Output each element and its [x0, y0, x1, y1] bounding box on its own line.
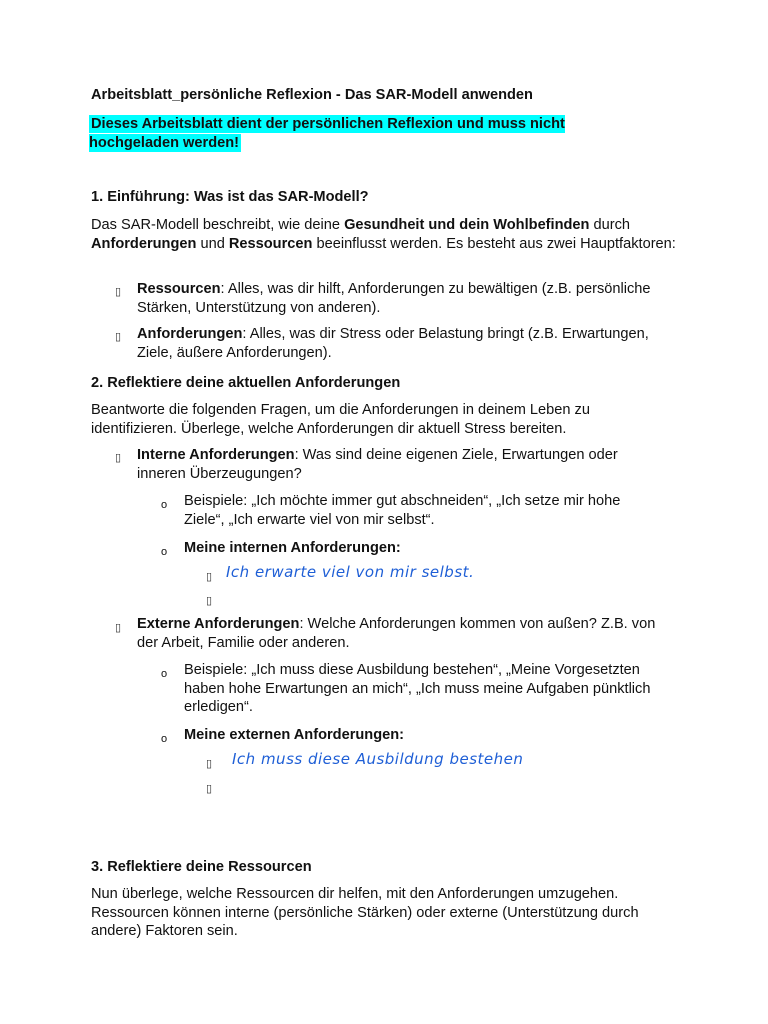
- sub-bullet-glyph: o: [161, 733, 168, 745]
- notice-highlight: [89, 115, 599, 152]
- bullet-externe-anforderungen: Externe Anforderungen: Welche Anforderungen kommen von außen? Z.B. von der Arbeit, Familie oder anderen.: [137, 616, 656, 651]
- bullet-glyph: ▯: [115, 622, 122, 634]
- section3-intro: Nun überlege, welche Ressourcen dir helfen, mit den Anforderungen umzugehen. Ressourcen können interne (persönliche Stärken) oder externe (Unterstützung durch andere) Faktoren sein.: [91, 886, 639, 939]
- section2-intro: Beantworte die folgenden Fragen, um die Anforderungen in deinem Leben zu identifizieren. Überlege, welche Anforderungen dir aktuell Stress bereiten.: [91, 402, 590, 437]
- external-mine-label: Meine externen Anforderungen:: [184, 727, 405, 743]
- bullet-interne-anforderungen: Interne Anforderungen: Was sind deine eigenen Ziele, Erwartungen oder inneren Überzeugungen?: [137, 447, 618, 482]
- internal-mine-label: Meine internen Anforderungen:: [184, 540, 401, 556]
- bullet-glyph: ▯: [115, 452, 122, 464]
- sub-bullet-glyph: o: [161, 546, 168, 558]
- external-examples: Beispiele: „Ich muss diese Ausbildung bestehen“, „Meine Vorgesetzten haben hohe Erwartungen an mich“, „Ich muss meine Aufgaben pünktlich erledigen“.: [184, 662, 651, 715]
- bullet-glyph: ▯: [115, 331, 122, 343]
- sub-bullet-glyph: o: [161, 668, 168, 680]
- page-title: Arbeitsblatt_persönliche Reflexion - Das SAR-Modell anwenden: [91, 87, 533, 103]
- bullet-glyph: ▯: [115, 286, 122, 298]
- internal-examples: Beispiele: „Ich möchte immer gut abschneiden“, „Ich setze mir hohe Ziele“, „Ich erwarte viel von mir selbst“.: [184, 493, 621, 528]
- section1-intro: Das SAR-Modell beschreibt, wie deine Gesundheit und dein Wohlbefinden durch Anforderungen und Ressourcen beeinflusst werden. Es besteht aus zwei Hauptfaktoren:: [91, 217, 676, 252]
- answer-bullet-glyph: ▯: [206, 783, 213, 795]
- external-answer-handwriting[interactable]: Ich muss diese Ausbildung bestehen: [232, 750, 524, 768]
- internal-answer-handwriting[interactable]: Ich erwarte viel von mir selbst.: [226, 563, 475, 581]
- answer-bullet-glyph: ▯: [206, 595, 213, 607]
- section2-heading: 2. Reflektiere deine aktuellen Anforderungen: [91, 375, 401, 391]
- section3-heading: 3. Reflektiere deine Ressourcen: [91, 859, 312, 875]
- answer-bullet-glyph: ▯: [206, 758, 213, 770]
- answer-bullet-glyph: ▯: [206, 571, 213, 583]
- notice-text: Dieses Arbeitsblatt dient der persönlichen Reflexion und muss nicht hochgeladen werden!: [89, 116, 565, 151]
- section1-heading: 1. Einführung: Was ist das SAR-Modell?: [91, 189, 369, 205]
- bullet-ressourcen: Ressourcen: Alles, was dir hilft, Anforderungen zu bewältigen (z.B. persönliche Stärken, Unterstützung von anderen).: [137, 281, 651, 316]
- bullet-anforderungen: Anforderungen: Alles, was dir Stress oder Belastung bringt (z.B. Erwartungen, Ziele, äußere Anforderungen).: [137, 326, 649, 361]
- sub-bullet-glyph: o: [161, 499, 168, 511]
